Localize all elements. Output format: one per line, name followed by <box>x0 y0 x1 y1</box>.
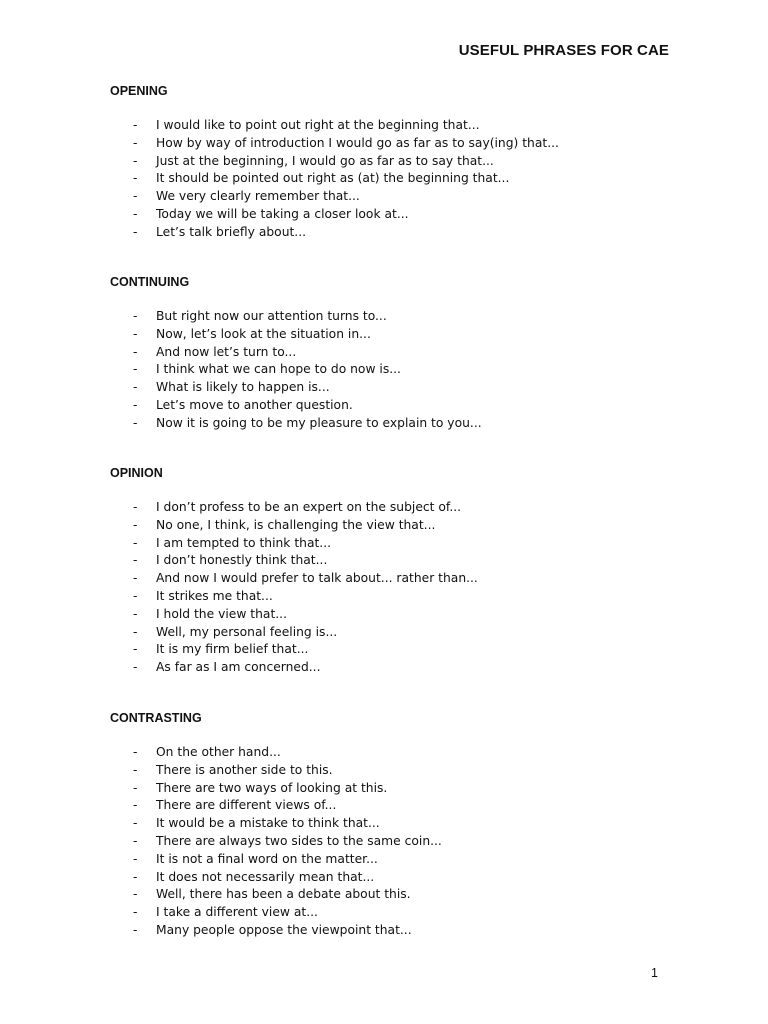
bullet-dash: - <box>133 135 138 150</box>
bullet-dash: - <box>133 816 138 831</box>
phrase-text: It would be a mistake to think that... <box>156 816 380 831</box>
section-heading: CONTRASTING <box>110 711 202 725</box>
bullet-dash: - <box>133 171 138 186</box>
list-item <box>110 797 670 815</box>
list-item <box>110 308 670 326</box>
list-item <box>110 588 670 606</box>
phrase-list <box>110 308 670 433</box>
phrase-list <box>110 117 670 242</box>
bullet-dash: - <box>133 571 138 586</box>
phrase-text: Now, let’s look at the situation in... <box>156 326 371 341</box>
section-heading: OPINION <box>110 466 163 480</box>
list-item <box>110 153 670 171</box>
phrase-text: But right now our attention turns to... <box>156 309 387 323</box>
phrase-text: Well, my personal feeling is... <box>156 624 338 639</box>
list-item <box>110 641 670 659</box>
phrase-text: As far as I am concerned... <box>156 660 321 675</box>
list-item <box>110 780 670 798</box>
section-continuing <box>110 273 670 433</box>
phrase-text: It is my firm belief that... <box>156 642 309 657</box>
phrase-text: There are two ways of looking at this. <box>156 780 388 795</box>
bullet-dash: - <box>133 869 138 884</box>
phrase-text: I don’t profess to be an expert on the subject of... <box>156 500 462 514</box>
bullet-dash: - <box>133 553 138 568</box>
phrase-text: Many people oppose the viewpoint that... <box>156 922 412 937</box>
phrase-list <box>110 499 670 677</box>
list-item <box>110 188 670 206</box>
list-item <box>110 606 670 624</box>
bullet-dash: - <box>133 344 138 359</box>
bullet-dash: - <box>133 762 138 777</box>
bullet-dash: - <box>133 118 138 132</box>
list-item <box>110 135 670 153</box>
bullet-dash: - <box>133 588 138 603</box>
bullet-dash: - <box>133 189 138 204</box>
bullet-dash: - <box>133 397 138 412</box>
section-opening <box>110 82 670 242</box>
bullet-dash: - <box>133 362 138 377</box>
bullet-dash: - <box>133 642 138 657</box>
bullet-dash: - <box>133 780 138 795</box>
bullet-dash: - <box>133 798 138 813</box>
phrase-text: I hold the view that... <box>156 606 287 621</box>
bullet-dash: - <box>133 224 138 239</box>
list-item <box>110 869 670 887</box>
bullet-dash: - <box>133 309 138 323</box>
phrase-text: I take a different view at... <box>156 905 318 920</box>
bullet-dash: - <box>133 905 138 920</box>
bullet-dash: - <box>133 887 138 902</box>
phrase-text: We very clearly remember that... <box>156 189 360 204</box>
bullet-dash: - <box>133 517 138 532</box>
section-heading: CONTINUING <box>110 275 190 289</box>
list-item <box>110 517 670 535</box>
bullet-dash: - <box>133 660 138 675</box>
phrase-text: I am tempted to think that... <box>156 535 332 550</box>
phrase-text: Let’s talk briefly about... <box>156 224 307 239</box>
list-item <box>110 851 670 869</box>
phrase-text: Well, there has been a debate about this. <box>156 887 411 902</box>
bullet-dash: - <box>133 624 138 639</box>
phrase-text: And now let’s turn to... <box>156 344 297 359</box>
list-item <box>110 659 670 677</box>
bullet-dash: - <box>133 500 138 514</box>
list-item <box>110 379 670 397</box>
phrase-text: It strikes me that... <box>156 588 273 603</box>
section-opinion <box>110 464 670 677</box>
list-item <box>110 833 670 851</box>
phrase-text: What is likely to happen is... <box>156 380 330 395</box>
page-number: 1 <box>651 966 658 980</box>
document-title: USEFUL PHRASES FOR CAE <box>458 42 669 59</box>
bullet-dash: - <box>133 415 138 430</box>
bullet-dash: - <box>133 851 138 866</box>
list-item <box>110 535 670 553</box>
phrase-text: Let’s move to another question. <box>156 397 353 412</box>
list-item <box>110 361 670 379</box>
phrase-text: It does not necessarily mean that... <box>156 869 375 884</box>
bullet-dash: - <box>133 606 138 621</box>
phrase-text: Just at the beginning, I would go as far as to say that... <box>156 153 494 168</box>
bullet-dash: - <box>133 153 138 168</box>
phrase-text: On the other hand... <box>156 745 281 759</box>
section-contrasting <box>110 709 670 940</box>
list-item <box>110 415 670 433</box>
bullet-dash: - <box>133 833 138 848</box>
list-item <box>110 170 670 188</box>
section-heading: OPENING <box>110 84 168 98</box>
phrase-text: How by way of introduction I would go as far as to say(ing) that... <box>156 135 559 150</box>
bullet-dash: - <box>133 535 138 550</box>
list-item <box>110 886 670 904</box>
phrase-text: I think what we can hope to do now is... <box>156 362 401 377</box>
phrase-text: Now it is going to be my pleasure to explain to you... <box>156 415 482 430</box>
list-item <box>110 922 670 940</box>
list-item <box>110 904 670 922</box>
phrase-text: There are different views of... <box>156 798 337 813</box>
bullet-dash: - <box>133 206 138 221</box>
list-item <box>110 117 670 135</box>
phrase-text: It is not a final word on the matter... <box>156 851 378 866</box>
phrase-text: No one, I think, is challenging the view that... <box>156 517 436 532</box>
phrase-text: There is another side to this. <box>156 762 333 777</box>
list-item <box>110 397 670 415</box>
phrase-text: It should be pointed out right as (at) the beginning that... <box>156 171 510 186</box>
list-item <box>110 570 670 588</box>
list-item <box>110 326 670 344</box>
bullet-dash: - <box>133 922 138 937</box>
phrase-text: I don’t honestly think that... <box>156 553 328 568</box>
list-item <box>110 344 670 362</box>
phrase-text: There are always two sides to the same coin... <box>156 833 442 848</box>
list-item <box>110 624 670 642</box>
list-item <box>110 499 670 517</box>
list-item <box>110 815 670 833</box>
list-item <box>110 744 670 762</box>
list-item <box>110 224 670 242</box>
phrase-list <box>110 744 670 940</box>
phrase-text: I would like to point out right at the beginning that... <box>156 118 480 132</box>
bullet-dash: - <box>133 380 138 395</box>
list-item <box>110 206 670 224</box>
bullet-dash: - <box>133 326 138 341</box>
phrase-text: And now I would prefer to talk about... rather than... <box>156 571 478 586</box>
list-item <box>110 552 670 570</box>
bullet-dash: - <box>133 745 138 759</box>
phrase-text: Today we will be taking a closer look at... <box>156 206 409 221</box>
list-item <box>110 762 670 780</box>
